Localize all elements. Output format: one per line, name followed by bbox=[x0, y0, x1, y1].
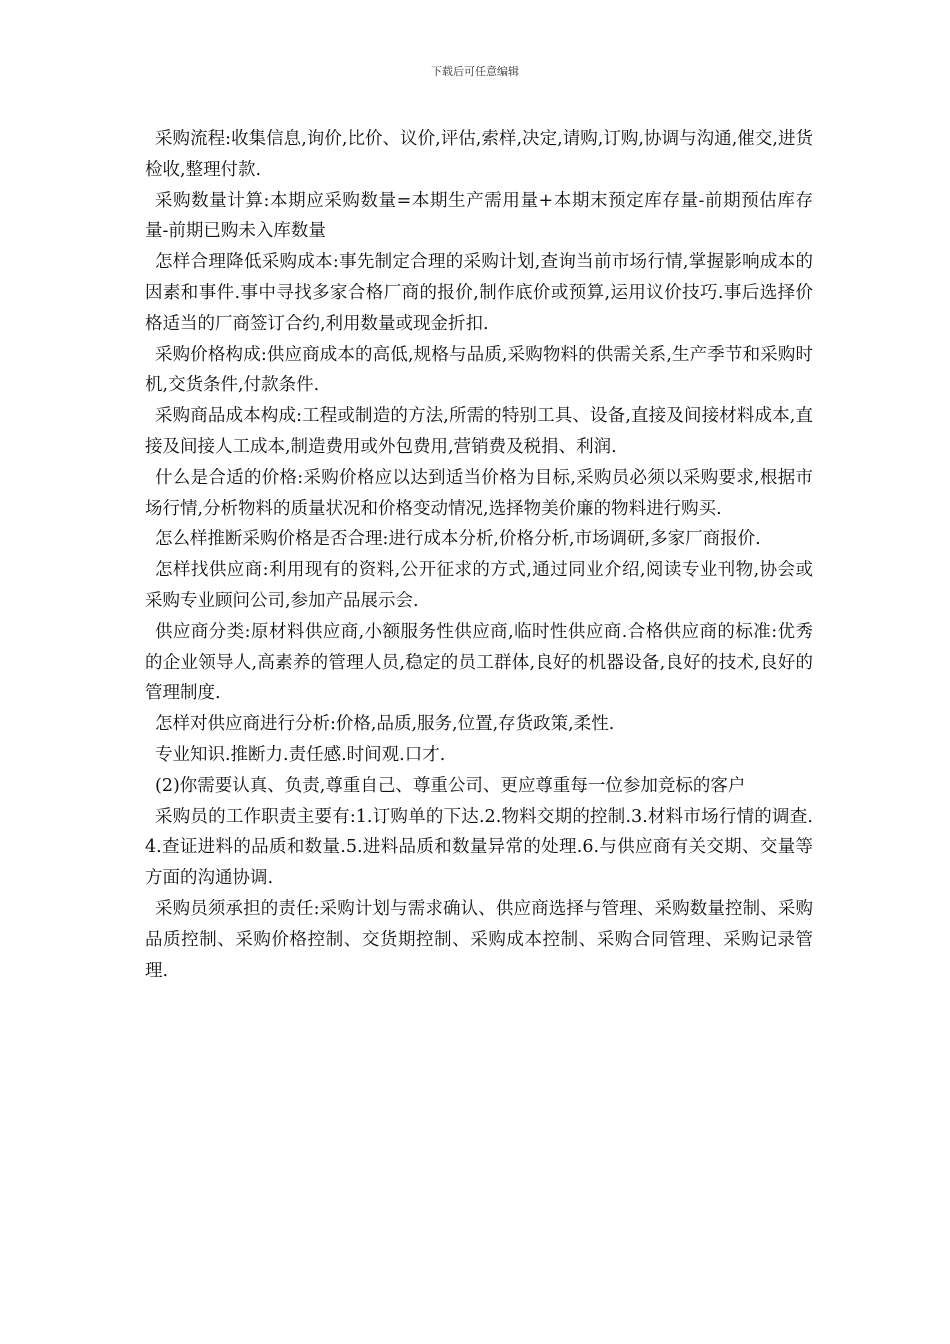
paragraph-reduce-cost: 怎样合理降低采购成本:事先制定合理的采购计划,查询当前市场行情,掌握影响成本的因素和事件.事中寻找多家合格厂商的报价,制作底价或预算,运用议价技巧.事后选择价格适当的厂商签订合约,利用数量或现金折扣. bbox=[145, 252, 813, 334]
page-header: 下载后可任意编辑 bbox=[431, 65, 519, 78]
paragraph-purchase-process: 采购流程:收集信息,询价,比价、议价,评估,索样,决定,请购,订购,协调与沟通,催交,进货检收,整理付款. bbox=[145, 129, 813, 180]
paragraph-responsibilities: 采购员须承担的责任:采购计划与需求确认、供应商选择与管理、采购数量控制、采购品质控制、采购价格控制、交货期控制、采购成本控制、采购合同管理、采购记录管理. bbox=[145, 898, 813, 981]
paragraph-price-judgement: 怎么样推断采购价格是否合理:进行成本分析,价格分析,市场调研,多家厂商报价. bbox=[155, 529, 761, 550]
paragraph-duties: 采购员的工作职责主要有:1.订购单的下达.2.物料交期的控制.3.材料市场行情的调查.4.查证进料的品质和数量.5.进料品质和数量异常的处理.6.与供应商有关交期、交量等方面的沟通协调. bbox=[145, 806, 813, 889]
paragraph-price-composition: 采购价格构成:供应商成本的高低,规格与品质,采购物料的供需关系,生产季节和采购时机,交货条件,付款条件. bbox=[145, 344, 813, 396]
paragraph-find-supplier: 怎样找供应商:利用现有的资料,公开征求的方式,通过同业介绍,阅读专业刊物,协会或采购专业顾问公司,参加产品展示会. bbox=[145, 560, 813, 611]
paragraph-supplier-classification: 供应商分类:原材料供应商,小额服务性供应商,临时性供应商.合格供应商的标准:优秀的企业领导人,高素养的管理人员,稳定的员工群体,良好的机器设备,良好的技术,良好的管理制度. bbox=[145, 621, 813, 704]
paragraph-skills: 专业知识.推断力.责任感.时间观.口才. bbox=[155, 744, 446, 765]
document-body bbox=[145, 124, 813, 986]
paragraph-suitable-price: 什么是合适的价格:采购价格应以达到适当价格为目标,采购员必须以采购要求,根据市场行情,分析物料的质量状况和价格变动情况,选择物美价廉的物料进行购买. bbox=[145, 467, 813, 519]
paragraph-purchase-quantity: 采购数量计算:本期应采购数量=本期生产需用量+本期末预定库存量-前期预估库存量-前期已购未入库数量 bbox=[145, 190, 813, 242]
paragraph-attitude: (2)你需要认真、负责,尊重自己、尊重公司、更应尊重每一位参加竞标的客户 bbox=[155, 775, 746, 796]
paragraph-cost-composition: 采购商品成本构成:工程或制造的方法,所需的特别工具、设备,直接及间接材料成本,直接及间接人工成本,制造费用或外包费用,营销费及税捐、利润. bbox=[145, 406, 813, 457]
paragraph-supplier-analysis: 怎样对供应商进行分析:价格,品质,服务,位置,存货政策,柔性. bbox=[155, 714, 615, 735]
